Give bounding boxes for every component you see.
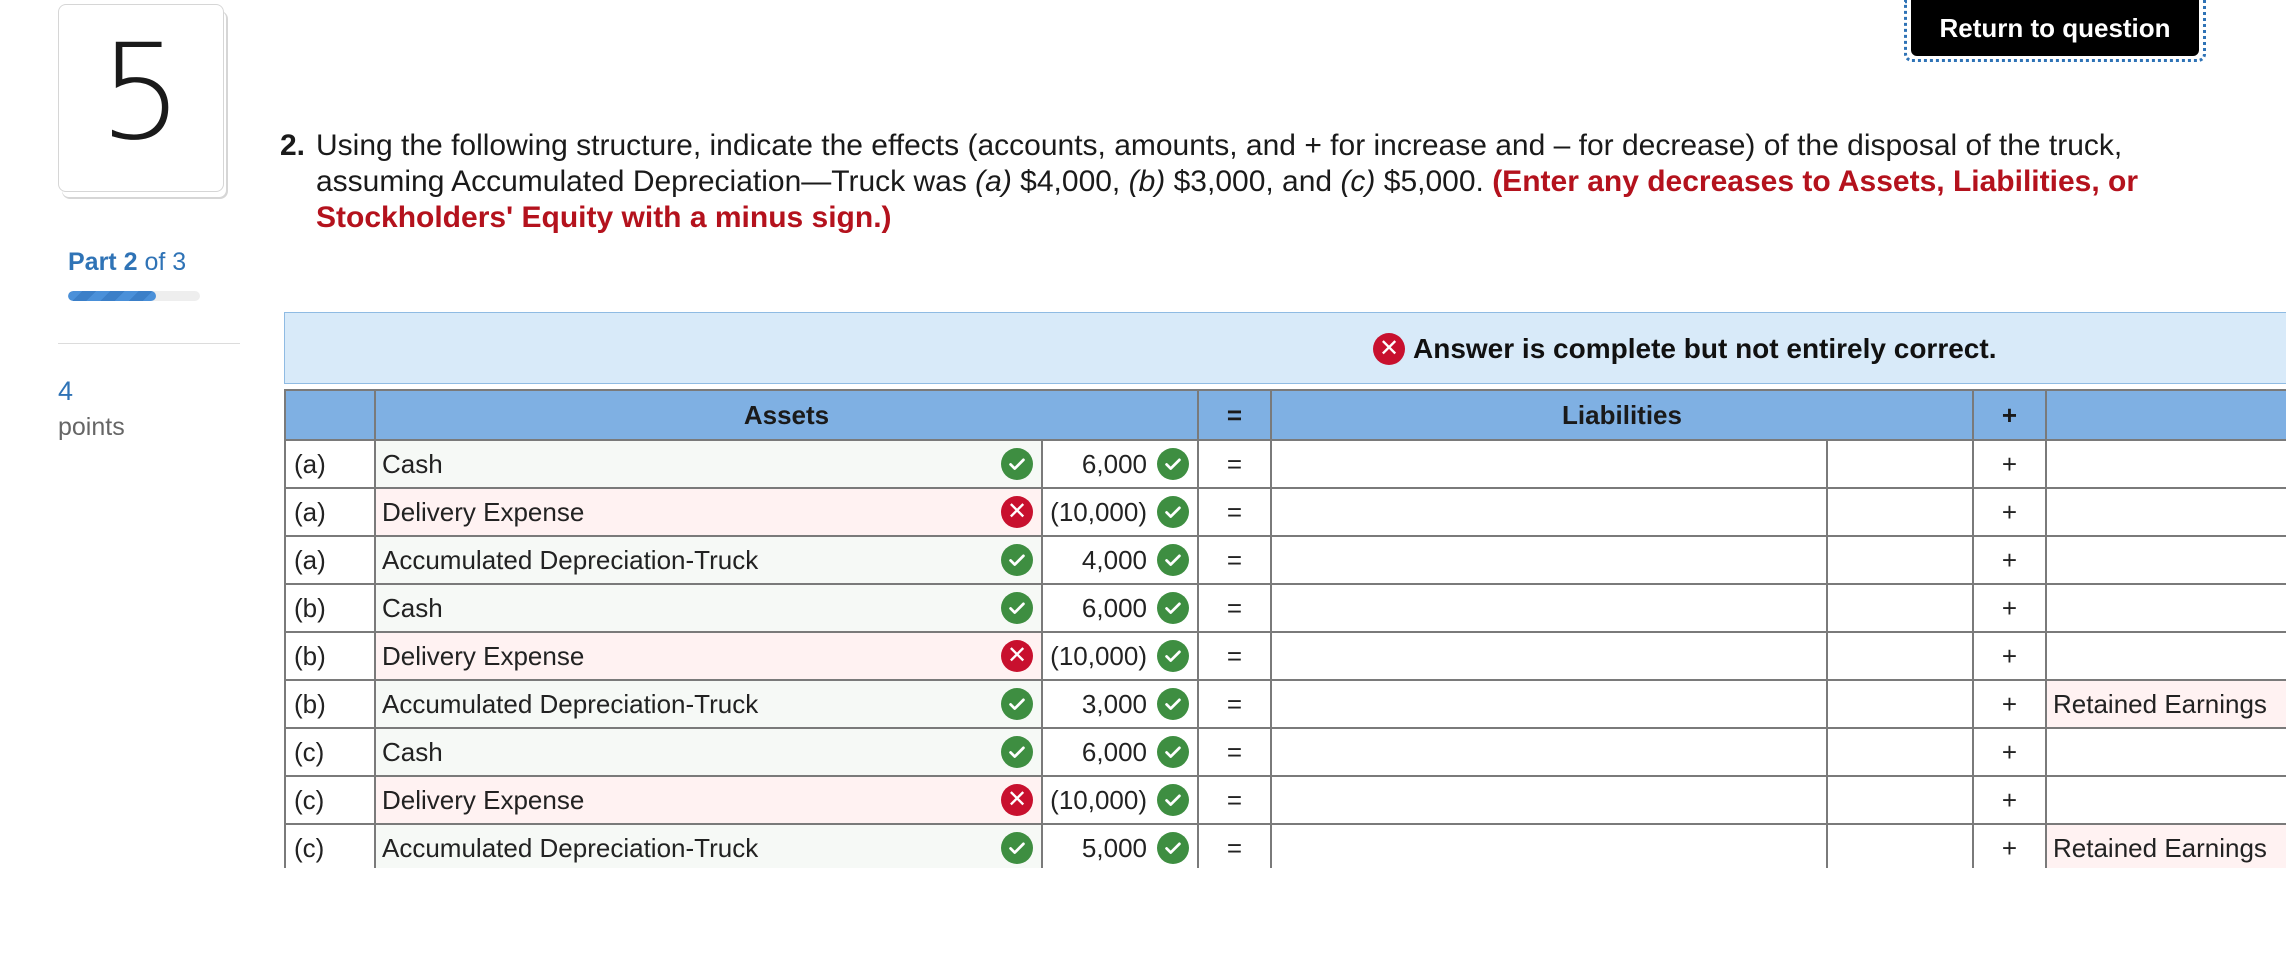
x-circle-icon: ✕ [1001,640,1033,672]
label-b: (b) [1128,165,1166,198]
row-label: (c) [285,824,375,868]
liability-account-input[interactable] [1271,824,1827,868]
asset-account-value: Accumulated Depreciation-Truck [382,688,759,719]
part-of: of 3 [144,248,187,276]
equals-cell: = [1198,824,1271,868]
header-equals: = [1198,390,1271,440]
table-row [285,632,2286,680]
asset-account-value: Delivery Expense [382,784,585,815]
part-progress-bar [68,291,200,301]
equity-account-input[interactable] [2046,680,2286,728]
asset-account-value: Accumulated Depreciation-Truck [382,832,759,863]
liability-amount-input[interactable] [1827,536,1973,584]
asset-amount-value: 5,000 [1081,832,1147,863]
table-row [285,584,2286,632]
check-circle-icon [1157,784,1189,816]
asset-amount-input[interactable] [1042,776,1198,824]
asset-amount-input[interactable] [1042,632,1198,680]
x-circle-icon: ✕ [1001,496,1033,528]
asset-account-value: Cash [382,736,443,767]
liability-account-input[interactable] [1271,584,1827,632]
answer-table [284,389,2286,868]
equity-account-input[interactable] [2046,440,2286,488]
liability-amount-input[interactable] [1827,584,1973,632]
check-circle-icon [1157,688,1189,720]
asset-account-input[interactable] [375,536,1042,584]
value-c: $5,000. [1375,165,1493,198]
asset-account-value: Cash [382,448,443,479]
equals-cell: = [1198,728,1271,776]
check-circle-icon [1157,496,1189,528]
asset-amount-input[interactable] [1042,728,1198,776]
question-number: 5 [99,16,183,170]
part-prefix: Part [68,248,117,276]
asset-account-input[interactable] [375,632,1042,680]
value-b: $3,000, and [1165,165,1341,198]
question-part-number: 2. [280,129,306,162]
label-c: (c) [1340,165,1376,198]
liability-amount-input[interactable] [1827,488,1973,536]
table-header-row [285,390,2286,440]
asset-account-value: Accumulated Depreciation-Truck [382,544,759,575]
answer-table-viewport [284,389,2286,868]
x-circle-icon: ✕ [1373,333,1405,365]
equity-account-input[interactable] [2046,728,2286,776]
equity-account-input[interactable] [2046,488,2286,536]
asset-amount-input[interactable] [1042,440,1198,488]
asset-account-value: Delivery Expense [382,496,585,527]
plus-cell: + [1973,440,2046,488]
equals-cell: = [1198,488,1271,536]
plus-cell: + [1973,488,2046,536]
part-progress-fill [68,291,156,301]
asset-amount-value: (10,000) [1050,496,1147,527]
asset-amount-input[interactable] [1042,824,1198,868]
header-label-col [285,390,375,440]
asset-account-input[interactable] [375,488,1042,536]
equity-account-input[interactable] [2046,776,2286,824]
points-value: 4 [58,376,74,406]
asset-amount-value: 3,000 [1081,688,1147,719]
liability-account-input[interactable] [1271,488,1827,536]
row-label: (b) [285,632,375,680]
check-circle-icon [1001,688,1033,720]
table-row [285,680,2286,728]
feedback-banner [284,312,2286,384]
asset-amount-value: 6,000 [1081,736,1147,767]
asset-amount-input[interactable] [1042,488,1198,536]
table-row [285,824,2286,868]
liability-account-input[interactable] [1271,728,1827,776]
plus-cell: + [1973,680,2046,728]
plus-cell: + [1973,728,2046,776]
check-circle-icon [1157,592,1189,624]
question-text [280,128,2180,236]
check-circle-icon [1157,832,1189,864]
liability-amount-input[interactable] [1827,824,1973,868]
liability-amount-input[interactable] [1827,680,1973,728]
part-progress-label [68,248,186,277]
table-body [285,440,2286,868]
part-current: 2 [123,248,138,276]
equals-cell: = [1198,776,1271,824]
asset-amount-input[interactable] [1042,536,1198,584]
table-row [285,776,2286,824]
asset-account-input[interactable] [375,584,1042,632]
check-circle-icon [1001,448,1033,480]
check-circle-icon [1001,736,1033,768]
check-circle-icon [1157,736,1189,768]
header-equity [2046,390,2286,440]
equals-cell: = [1198,632,1271,680]
row-label: (a) [285,536,375,584]
liability-amount-input[interactable] [1827,440,1973,488]
asset-account-input[interactable] [375,440,1042,488]
rail-divider [58,343,240,344]
asset-account-input[interactable] [375,824,1042,868]
asset-amount-value: (10,000) [1050,784,1147,815]
equity-account-input[interactable] [2046,536,2286,584]
return-to-question-button[interactable]: Return to question [1911,0,2199,56]
label-a: (a) [975,165,1012,198]
asset-account-input[interactable] [375,776,1042,824]
table-row [285,728,2286,776]
question-number-card [58,4,224,192]
table-row [285,536,2286,584]
liability-account-input[interactable] [1271,776,1827,824]
liability-amount-input[interactable] [1827,776,1973,824]
check-circle-icon [1157,448,1189,480]
liability-account-input[interactable] [1271,680,1827,728]
row-label: (b) [285,680,375,728]
plus-cell: + [1973,536,2046,584]
liability-account-input[interactable] [1271,536,1827,584]
equals-cell: = [1198,680,1271,728]
equity-account-value: Retained Earnings [2053,688,2267,719]
liability-account-input[interactable] [1271,440,1827,488]
plus-cell: + [1973,824,2046,868]
instruction-text: (Enter any decreases to Assets, Liabilities, or Stockholders' Equity with a minus sign.) [316,165,2138,234]
equity-account-input[interactable] [2046,824,2286,868]
liability-amount-input[interactable] [1827,632,1973,680]
equity-account-input[interactable] [2046,632,2286,680]
asset-amount-input[interactable] [1042,680,1198,728]
question-body: Using the following structure, indicate the effects (accounts, amounts, and + for increase and – for decrease) of the disposal of the truck, assuming Accumulated Depreciation—Truck was [316,129,2123,198]
check-circle-icon [1001,544,1033,576]
header-assets: Assets [375,390,1198,440]
asset-account-value: Cash [382,592,443,623]
row-label: (c) [285,776,375,824]
header-plus: + [1973,390,2046,440]
x-circle-icon: ✕ [1001,784,1033,816]
check-circle-icon [1157,544,1189,576]
feedback-text: Answer is complete but not entirely correct. [1413,333,1997,364]
asset-amount-input[interactable] [1042,584,1198,632]
row-label: (a) [285,440,375,488]
value-a: $4,000, [1011,165,1129,198]
header-liabilities: Liabilities [1271,390,1973,440]
plus-cell: + [1973,584,2046,632]
table-row [285,488,2286,536]
asset-amount-value: (10,000) [1050,640,1147,671]
asset-amount-value: 6,000 [1081,592,1147,623]
asset-account-input[interactable] [375,680,1042,728]
asset-account-value: Delivery Expense [382,640,585,671]
table-row [285,440,2286,488]
check-circle-icon [1001,832,1033,864]
asset-amount-value: 6,000 [1081,448,1147,479]
return-button-focus-ring [1904,0,2206,62]
check-circle-icon [1001,592,1033,624]
equals-cell: = [1198,536,1271,584]
row-label: (b) [285,584,375,632]
liability-account-input[interactable] [1271,632,1827,680]
equity-account-value: Retained Earnings [2053,832,2267,863]
plus-cell: + [1973,632,2046,680]
row-label: (c) [285,728,375,776]
equity-account-input[interactable] [2046,584,2286,632]
asset-amount-value: 4,000 [1081,544,1147,575]
row-label: (a) [285,488,375,536]
plus-cell: + [1973,776,2046,824]
asset-account-input[interactable] [375,728,1042,776]
points-label: points [58,413,125,441]
check-circle-icon [1157,640,1189,672]
liability-amount-input[interactable] [1827,728,1973,776]
equals-cell: = [1198,440,1271,488]
equals-cell: = [1198,584,1271,632]
